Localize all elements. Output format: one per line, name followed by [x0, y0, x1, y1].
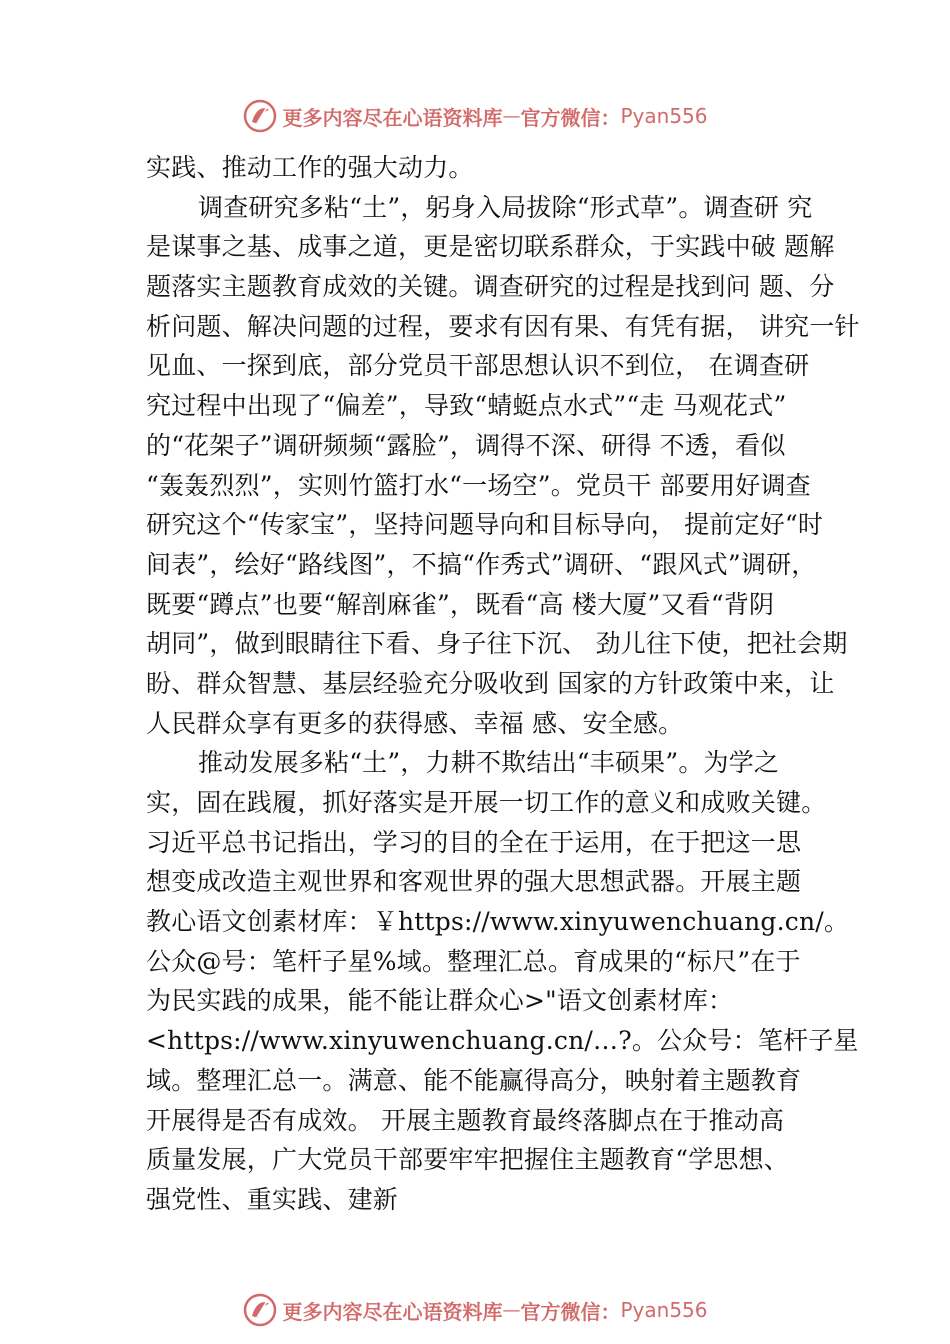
body-line: 究过程中出现了“偏差”，导致“蜻蜓点水式”“走 马观花式” — [146, 391, 787, 421]
watermark-main-text: 更多内容尽在心语资料库 — [282, 1299, 503, 1324]
body-line: 间表”，绘好“路线图”，不搞“作秀式”调研、“跟风式”调研， — [146, 549, 817, 579]
watermark-dash: — — [502, 105, 521, 127]
body-line: 析问题、解决问题的过程，要求有因有果、有凭有据， 讲究一针 — [146, 311, 860, 341]
footer-watermark — [0, 1290, 950, 1330]
body-line: 实，固在践履，抓好落实是开展一切工作的意义和成败关键。 — [146, 788, 827, 817]
logo-icon — [242, 1292, 278, 1328]
body-line: 研究这个“传家宝”，坚持问题导向和目标导向， 提前定好“时 — [146, 510, 824, 540]
body-line: 调查研究多粘“土”，躬身入局拔除“形式草”。调查研 究 — [198, 192, 813, 222]
body-line: 盼、群众智慧、基层经验充分吸收到 国家的方针政策中来，让 — [146, 668, 835, 698]
watermark-handle: Pyan556 — [620, 104, 708, 128]
body-line: 公众@号：笔杆子星%域。整理汇总。育成果的“标尺”在于 — [146, 946, 801, 976]
watermark-official-text: 官方微信： — [520, 1299, 621, 1324]
body-line: “轰轰烈烈”，实则竹篮打水“一场空”。党员干 部要用好调查 — [146, 470, 811, 500]
watermark-main-text: 更多内容尽在心语资料库 — [282, 105, 503, 130]
watermark-dash: — — [502, 1299, 521, 1321]
logo-icon — [242, 98, 278, 134]
watermark-handle: Pyan556 — [620, 1298, 708, 1322]
body-line: 胡同”，做到眼睛往下看、身子往下沉、 劲儿往下使，把社会期 — [146, 629, 848, 659]
body-line: 开展得是否有成效。 开展主题教育最终落脚点在于推动高 — [146, 1105, 785, 1135]
header-watermark — [0, 96, 950, 136]
body-line: 人民群众享有更多的获得感、幸福 感、安全感。 — [146, 708, 684, 738]
body-line: <https://www.xinyuwenchuang.cn/…?。公众号：笔杆子星 — [146, 1026, 859, 1056]
body-line: 教心语文创素材库：￥https://www.xinyuwenchuang.cn/。 — [146, 907, 850, 937]
body-line: 题落实主题教育成效的关键。调查研究的过程是找到问 题、分 — [146, 272, 835, 302]
body-line: 想变成改造主观世界和客观世界的强大思想武器。开展主题 — [146, 867, 802, 897]
body-line: 域。整理汇总一。满意、能不能赢得高分，映射着主题教育 — [146, 1065, 802, 1095]
body-line: 实践、推动工作的强大动力。 — [146, 153, 474, 182]
body-line: 见血、一探到底，部分党员干部思想认识不到位， 在调查研 — [146, 351, 810, 381]
body-line: 强党性、重实践、建新 — [146, 1184, 399, 1214]
document-body — [146, 148, 860, 1220]
body-line: 推动发展多粘“土”，力耕不欺结出“丰硕果”。为学之 — [198, 748, 780, 778]
body-line: 为民实践的成果，能不能让群众心>"语文创素材库： — [146, 986, 734, 1016]
body-line: 习近平总书记指出，学习的目的全在于运用，在于把这一思 — [146, 827, 802, 857]
body-line: 质量发展，广大党员干部要牢牢把握住主题教育“学思想、 — [146, 1145, 789, 1175]
watermark-official-text: 官方微信： — [520, 105, 621, 130]
body-line: 的“花架子”调研频频“露脸”，调得不深、研得 不透，看似 — [146, 430, 786, 460]
body-line: 既要“蹲点”也要“解剖麻雀”，既看“高 楼大厦”又看“背阴 — [146, 589, 775, 619]
body-line: 是谋事之基、成事之道，更是密切联系群众，于实践中破 题解 — [146, 232, 835, 262]
